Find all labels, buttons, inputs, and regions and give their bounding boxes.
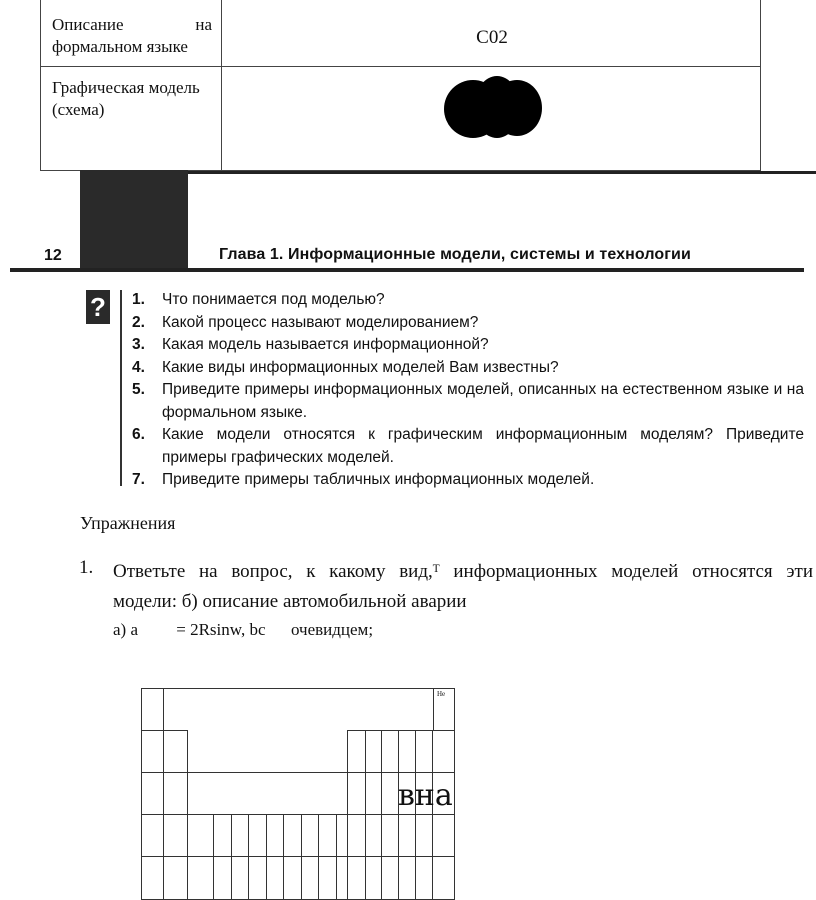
grid-line [187,730,188,900]
grid-line [141,856,455,857]
chapter-title: Глава 1. Информационные модели, системы и технологии [219,246,691,263]
grid-line [301,814,302,900]
grid-line [433,688,434,730]
grid-line [141,688,455,689]
question-text: Какие виды информационных моделей Вам известны? [162,358,559,376]
model-description-table [40,0,761,171]
question-text: Приведите примеры информационных моделей, описанных на естественном языке и на формальном языке. [162,381,804,421]
list-item [132,289,804,312]
list-item [132,379,804,424]
question-text: Какие модели относятся к графическим информационным моделям? Приведите примеры графических моделей. [162,426,804,466]
question-list [132,289,804,492]
question-text: Какой процесс называют моделированием? [162,313,479,331]
question-text: Какая модель называется информационной? [162,336,489,353]
exercise-number: 1. [79,557,94,578]
grid-line [141,688,142,900]
grid-line [163,688,164,900]
exercise-subline: а) а = 2Rsinw, bc очевидцем; [113,620,374,639]
list-item [132,469,804,492]
grid-line [141,730,187,731]
helium-cell-label: He [437,690,446,698]
question-number: 6. [132,426,145,443]
grid-line [432,730,433,900]
header-rule [10,268,804,272]
header-rule [188,171,816,174]
grid-line [213,814,214,900]
list-item [132,312,804,335]
question-number: 5. [132,381,145,398]
question-number: 3. [132,336,145,353]
grid-line [347,730,348,900]
question-mark-icon: ? [86,290,110,324]
grid-line [318,814,319,900]
grid-line [231,814,232,900]
question-number: 1. [132,291,145,308]
exercises-heading: Упражнения [80,513,176,533]
formal-language-label: Описание на формальном языке [52,15,212,56]
grid-line [336,814,337,900]
list-item [132,424,804,469]
graphic-model-label: Графическая модель (схема) [52,78,200,119]
grid-line [347,730,455,731]
page-number: 12 [44,247,62,264]
question-number: 2. [132,313,145,331]
question-text: Что понимается под моделью? [162,291,385,308]
grid-line [381,730,382,900]
list-item [132,357,804,380]
question-number: 7. [132,471,145,488]
question-bar [120,290,122,486]
chapter-tab [80,170,188,270]
grid-overlay-text: вна [398,778,453,813]
grid-line [141,814,455,815]
grid-line [365,730,366,900]
formal-language-value: C02 [476,27,508,48]
grid-line [141,772,455,773]
grid-line [248,814,249,900]
exercise-text [113,557,813,617]
grid-line [283,814,284,900]
exercise-line: Ответьте на вопрос, к какому вид,ᵀ информационных моделей относятся эти [113,561,813,582]
question-text: Приведите примеры табличных информационных моделей. [162,471,595,488]
table-divider [221,0,222,170]
grid-line [398,730,399,900]
exercise-line: модели: б) описание автомобильной аварии [113,591,467,612]
list-item [132,334,804,357]
grid-line [454,688,455,900]
grid-line [415,730,416,900]
table-divider [41,66,761,67]
question-number: 4. [132,358,145,376]
grid-line [266,814,267,900]
